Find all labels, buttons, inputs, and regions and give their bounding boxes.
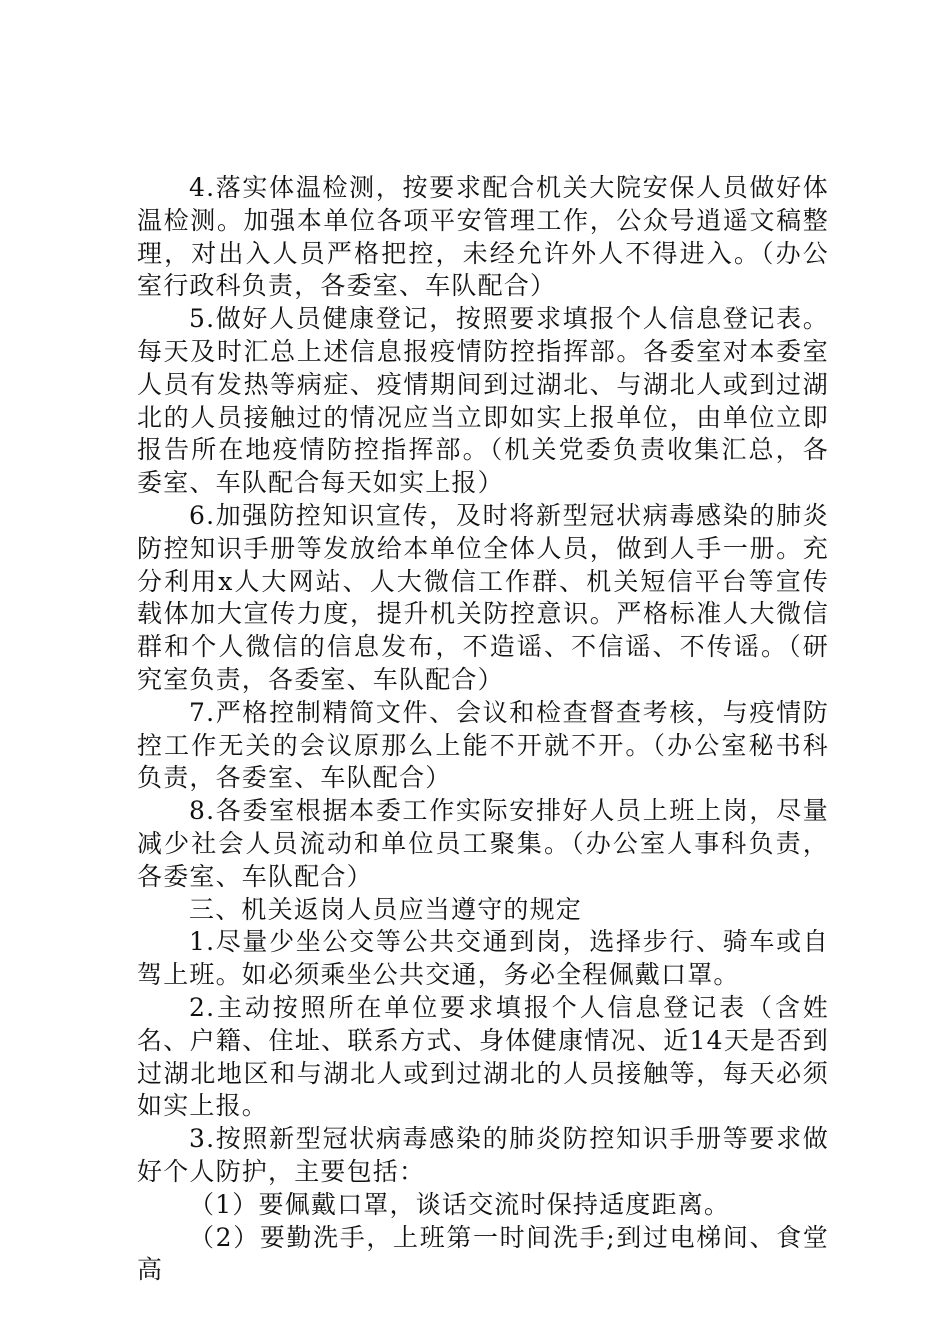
rule-item-3: 3.按照新型冠状病毒感染的肺炎防控知识手册等要求做好个人防护，主要包括： — [137, 1124, 829, 1186]
document-body — [137, 172, 829, 1287]
paragraph-item-6: 6.加强防控知识宣传，及时将新型冠状病毒感染的肺炎防控知识手册等发放给本单位全体人员，做到人手一册。充分利用x人大网站、人大微信工作群、机关短信平台等宣传载体加大宣传力度，提升机关防控意识。严格标准人大微信群和个人微信的信息发布，不造谣、不信谣、不传谣。（研究室负责，各委室、车队配合） — [137, 500, 829, 694]
paragraph-item-8: 8.各委室根据本委工作实际安排好人员上班上岗，尽量减少社会人员流动和单位员工聚集。（办公室人事科负责，各委室、车队配合） — [137, 796, 829, 891]
rule-item-2: 2.主动按照所在单位要求填报个人信息登记表（含姓名、户籍、住址、联系方式、身体健康情况、近14天是否到过湖北地区和与湖北人或到过湖北的人员接触等，每天必须如实上报。 — [137, 992, 829, 1121]
rule-item-1: 1.尽量少坐公交等公共交通到岗，选择步行、骑车或自驾上班。如必须乘坐公共交通，务必全程佩戴口罩。 — [137, 927, 829, 990]
paragraph-item-5: 5.做好人员健康登记，按照要求填报个人信息登记表。每天及时汇总上述信息报疫情防控指挥部。各委室对本委室人员有发热等病症、疫情期间到过湖北、与湖北人或到过湖北的人员接触过的情况应当立即如实上报单位，由单位立即报告所在地疫情防控指挥部。（机关党委负责收集汇总，各委室、车队配合每天如实上报） — [137, 304, 829, 498]
paragraph-item-7: 7.严格控制精简文件、会议和检查督查考核，与疫情防控工作无关的会议原那么上能不开就不开。（办公室秘书科负责，各委室、车队配合） — [137, 697, 829, 793]
sub-item-2: （2）要勤洗手，上班第一时间洗手;到过电梯间、食堂高 — [137, 1222, 829, 1285]
sub-item-1: （1）要佩戴口罩，谈话交流时保持适度距离。 — [189, 1189, 731, 1219]
paragraph-item-4: 4.落实体温检测，按要求配合机关大院安保人员做好体温检测。加强本单位各项平安管理工作，公众号逍遥文稿整理，对出入人员严格把控，未经允许外人不得进入。（办公室行政科负责，各委室、车队配合） — [137, 173, 829, 301]
section-heading-3: 三、机关返岗人员应当遵守的规定 — [189, 894, 583, 924]
